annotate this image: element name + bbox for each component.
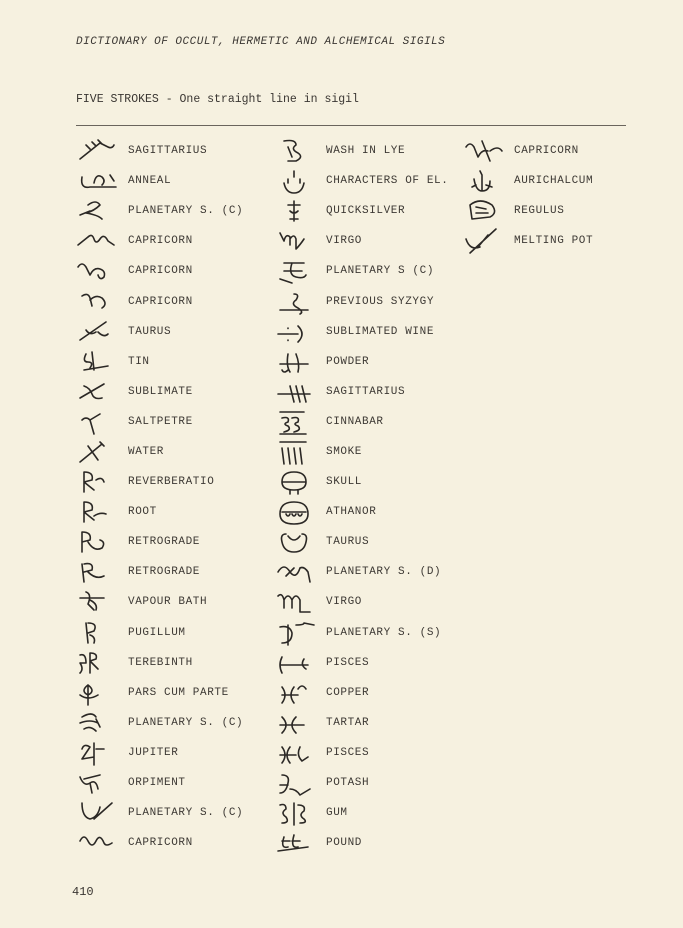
sigil-label: QUICKSILVER — [326, 205, 406, 218]
pars-cum-parte-sigil-icon — [64, 678, 128, 708]
sigil-entry — [450, 166, 593, 196]
sigil-label: TAURUS — [326, 536, 370, 549]
sigil-entry — [262, 347, 448, 377]
sigil-label: COPPER — [326, 686, 370, 699]
retrograde-sigil-icon — [64, 557, 128, 587]
sigil-entry — [64, 738, 243, 768]
capricorn-sigil-icon — [450, 136, 514, 166]
sigil-label: PISCES — [326, 746, 370, 759]
planetary-s-c-sigil-icon — [64, 798, 128, 828]
sublimate-sigil-icon — [64, 377, 128, 407]
potash-sigil-icon — [262, 768, 326, 798]
planetary-s-s-sigil-icon — [262, 618, 326, 648]
skull-sigil-icon — [262, 467, 326, 497]
sigil-entry — [64, 497, 243, 527]
sigil-entry — [262, 226, 448, 256]
sigil-label: TARTAR — [326, 716, 370, 729]
sigil-entry — [262, 648, 448, 678]
sigil-label: WATER — [128, 445, 165, 458]
sigil-entry — [262, 437, 448, 467]
orpiment-sigil-icon — [64, 768, 128, 798]
sigil-entry — [64, 347, 243, 377]
planetary-s-c-sigil-icon — [262, 256, 326, 286]
sigil-entry — [450, 196, 593, 226]
retrograde-sigil-icon — [64, 527, 128, 557]
sagittarius-sigil-icon — [262, 377, 326, 407]
sigil-label: PLANETARY S. (S) — [326, 626, 442, 639]
sagittarius-sigil-icon — [64, 136, 128, 166]
terebinth-sigil-icon — [64, 648, 128, 678]
sigil-entry — [262, 136, 448, 166]
taurus-sigil-icon — [64, 317, 128, 347]
reverberatio-sigil-icon — [64, 467, 128, 497]
sigil-entry — [262, 587, 448, 617]
sigil-entry — [64, 708, 243, 738]
sigil-column-1 — [64, 136, 243, 858]
sigil-label: TEREBINTH — [128, 656, 193, 669]
cinnabar-sigil-icon — [262, 407, 326, 437]
sigil-entry — [64, 527, 243, 557]
sigil-entry — [64, 648, 243, 678]
gum-sigil-icon — [262, 798, 326, 828]
sigil-entry — [64, 256, 243, 286]
sigil-entry — [450, 226, 593, 256]
virgo-sigil-icon — [262, 226, 326, 256]
sigil-label: PLANETARY S (C) — [326, 265, 435, 278]
sigil-label: SMOKE — [326, 445, 363, 458]
sigil-entry — [64, 798, 243, 828]
sigil-label: ATHANOR — [326, 506, 377, 519]
sigil-label: POTASH — [326, 777, 370, 790]
capricorn-sigil-icon — [64, 226, 128, 256]
sigil-label: CAPRICORN — [128, 235, 193, 248]
sigil-entry — [64, 226, 243, 256]
planetary-s-c-sigil-icon — [64, 196, 128, 226]
sigil-label: REGULUS — [514, 205, 565, 218]
sigil-label: PISCES — [326, 656, 370, 669]
sigil-label: PLANETARY S. (C) — [128, 716, 244, 729]
previous-syzygy-sigil-icon — [262, 287, 326, 317]
taurus-sigil-icon — [262, 527, 326, 557]
sigil-label: POUND — [326, 837, 363, 850]
sigil-entry — [64, 407, 243, 437]
sigil-entry — [64, 377, 243, 407]
sigil-label: SKULL — [326, 476, 363, 489]
sigil-entry — [262, 557, 448, 587]
sigil-label: PLANETARY S. (C) — [128, 807, 244, 820]
sigil-entry — [262, 768, 448, 798]
sigil-entry — [262, 196, 448, 226]
wash-in-lye-sigil-icon — [262, 136, 326, 166]
sigil-label: GUM — [326, 807, 348, 820]
sigil-entry — [262, 828, 448, 858]
pugillum-sigil-icon — [64, 618, 128, 648]
sigil-entry — [64, 317, 243, 347]
sigil-label: TIN — [128, 355, 150, 368]
sigil-entry — [262, 286, 448, 316]
sigil-entry — [64, 557, 243, 587]
melting-pot-sigil-icon — [450, 226, 514, 256]
pound-sigil-icon — [262, 828, 326, 858]
running-header: DICTIONARY OF OCCULT, HERMETIC AND ALCHEMICAL SIGILS — [76, 36, 446, 48]
sigil-entry — [262, 256, 448, 286]
capricorn-sigil-icon — [64, 256, 128, 286]
quicksilver-sigil-icon — [262, 196, 326, 226]
pisces-sigil-icon — [262, 738, 326, 768]
sigil-entry — [262, 407, 448, 437]
section-heading: FIVE STROKES - One straight line in sigil — [76, 93, 359, 106]
sigil-entry — [262, 166, 448, 196]
sigil-label: POWDER — [326, 355, 370, 368]
sigil-label: TAURUS — [128, 325, 172, 338]
sigil-label: PLANETARY S. (C) — [128, 205, 244, 218]
sigil-entry — [262, 738, 448, 768]
sigil-label: SAGITTARIUS — [128, 145, 208, 158]
jupiter-sigil-icon — [64, 738, 128, 768]
sigil-entry — [262, 678, 448, 708]
sigil-label: RETROGRADE — [128, 566, 201, 579]
sigil-entry — [64, 768, 243, 798]
sigil-entry — [64, 587, 243, 617]
sigil-label: CAPRICORN — [128, 295, 193, 308]
sigil-label: JUPITER — [128, 746, 179, 759]
sigil-label: VAPOUR BATH — [128, 596, 208, 609]
sigil-label: MELTING POT — [514, 235, 594, 248]
sigil-entry — [262, 618, 448, 648]
sigil-column-2 — [262, 136, 448, 858]
sigil-entry — [64, 678, 243, 708]
sigil-label: CINNABAR — [326, 415, 384, 428]
sigil-entry — [262, 377, 448, 407]
sigil-entry — [262, 467, 448, 497]
capricorn-sigil-icon — [64, 287, 128, 317]
sigil-label: VIRGO — [326, 235, 363, 248]
water-sigil-icon — [64, 437, 128, 467]
sigil-entry — [64, 618, 243, 648]
sigil-entry — [64, 136, 243, 166]
sigil-entry — [64, 286, 243, 316]
smoke-sigil-icon — [262, 437, 326, 467]
capricorn-sigil-icon — [64, 828, 128, 858]
sigil-entry — [262, 708, 448, 738]
virgo-sigil-icon — [262, 587, 326, 617]
sigil-label: CAPRICORN — [128, 265, 193, 278]
sigil-label: AURICHALCUM — [514, 175, 594, 188]
sigil-label: ROOT — [128, 506, 157, 519]
planetary-s-d-sigil-icon — [262, 557, 326, 587]
regulus-sigil-icon — [450, 196, 514, 226]
sigil-label: CAPRICORN — [128, 837, 193, 850]
characters-of-el-sigil-icon — [262, 166, 326, 196]
sublimated-wine-sigil-icon — [262, 317, 326, 347]
aurichalcum-sigil-icon — [450, 166, 514, 196]
sigil-entry — [64, 437, 243, 467]
anneal-sigil-icon — [64, 166, 128, 196]
sigil-entry — [64, 828, 243, 858]
powder-sigil-icon — [262, 347, 326, 377]
sigil-label: PARS CUM PARTE — [128, 686, 229, 699]
sigil-entry — [262, 798, 448, 828]
tin-sigil-icon — [64, 347, 128, 377]
sigil-label: PUGILLUM — [128, 626, 186, 639]
sigil-entry — [262, 527, 448, 557]
sigil-entry — [64, 196, 243, 226]
sigil-label: SUBLIMATED WINE — [326, 325, 435, 338]
sigil-entry — [450, 136, 593, 166]
sigil-label: ORPIMENT — [128, 777, 186, 790]
sigil-entry — [64, 467, 243, 497]
sigil-entry — [262, 497, 448, 527]
vapour-bath-sigil-icon — [64, 587, 128, 617]
sigil-label: PREVIOUS SYZYGY — [326, 295, 435, 308]
pisces-sigil-icon — [262, 648, 326, 678]
athanor-sigil-icon — [262, 497, 326, 527]
sigil-label: CAPRICORN — [514, 145, 579, 158]
sigil-label: SALTPETRE — [128, 415, 193, 428]
copper-sigil-icon — [262, 678, 326, 708]
planetary-s-c-sigil-icon — [64, 708, 128, 738]
tartar-sigil-icon — [262, 708, 326, 738]
saltpetre-sigil-icon — [64, 407, 128, 437]
sigil-label: REVERBERATIO — [128, 476, 215, 489]
sigil-label: VIRGO — [326, 596, 363, 609]
sigil-label: PLANETARY S. (D) — [326, 566, 442, 579]
sigil-entry — [262, 317, 448, 347]
page-number: 410 — [72, 885, 94, 899]
sigil-label: CHARACTERS OF EL. — [326, 175, 449, 188]
sigil-label: RETROGRADE — [128, 536, 201, 549]
sigil-entry — [64, 166, 243, 196]
sigil-column-3 — [450, 136, 593, 256]
sigil-label: SUBLIMATE — [128, 385, 193, 398]
sigil-label: ANNEAL — [128, 175, 172, 188]
sigil-label: SAGITTARIUS — [326, 385, 406, 398]
sigil-label: WASH IN LYE — [326, 145, 406, 158]
root-sigil-icon — [64, 497, 128, 527]
horizontal-rule — [76, 125, 626, 126]
